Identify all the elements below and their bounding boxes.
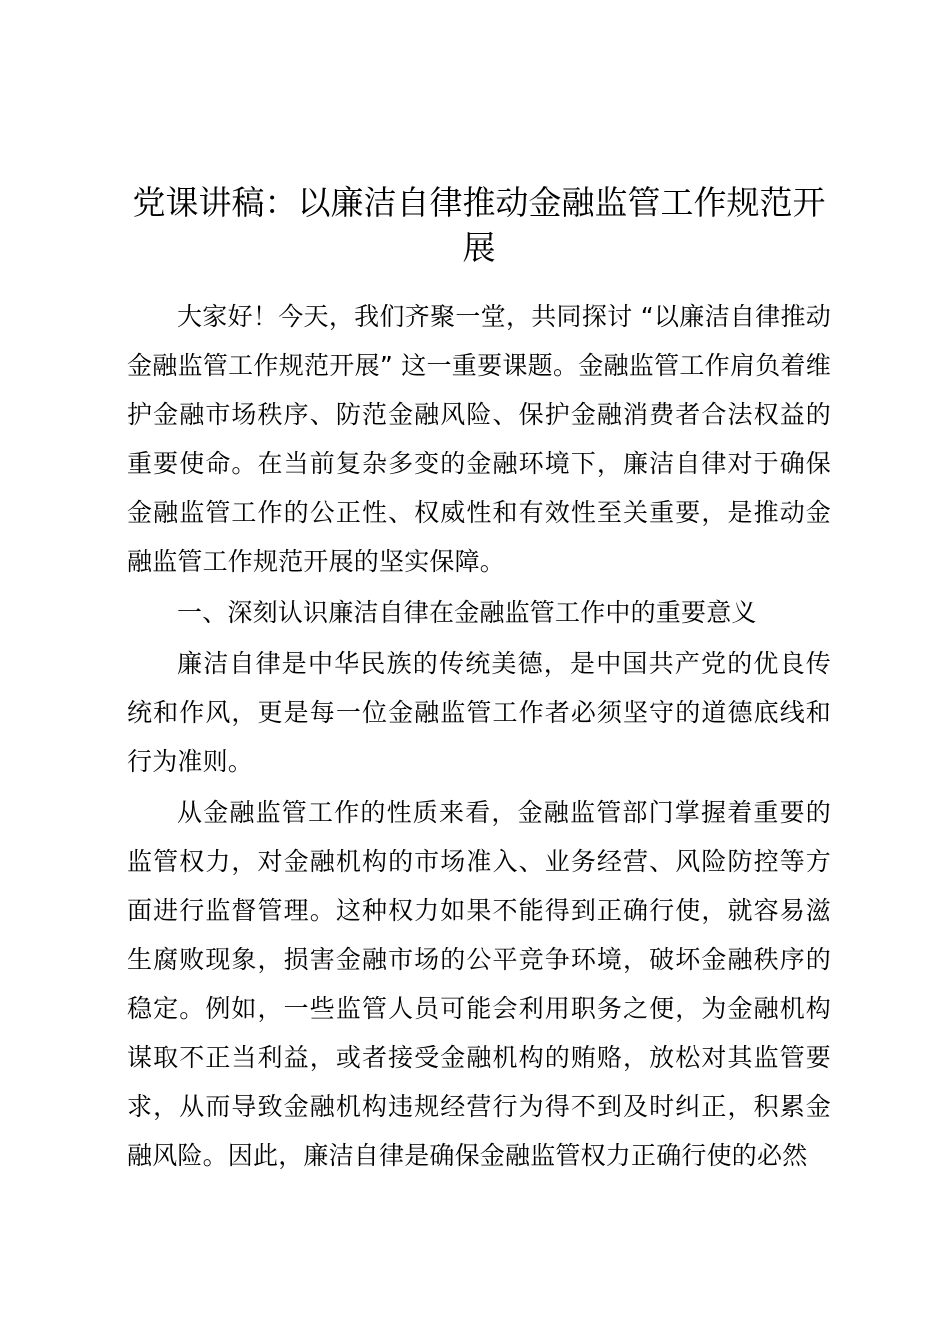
intro-paragraph: 大家好！今天，我们齐聚一堂，共同探讨 “以廉洁自律推动金融监管工作规范开展” 这一重要课题。金融监管工作肩负着维护金融市场秩序、防范金融风险、保护金融消费者合法权益的重要使命。在当前复杂多变的金融环境下，廉洁自律对于确保金融监管工作的公正性、权威性和有效性至关重要，是推动金融监管工作规范开展的坚实保障。 bbox=[127, 302, 831, 576]
body-paragraph: 从金融监管工作的性质来看，金融监管部门掌握着重要的监管权力，对金融机构的市场准入、业务经营、风险防控等方面进行监督管理。这种权力如果不能得到正确行使，就容易滋生腐败现象，损害金融市场的公平竞争环境，破坏金融秩序的稳定。例如，一些监管人员可能会利用职务之便，为金融机构谋取不正当利益，或者接受金融机构的贿赂，放松对其监管要求，从而导致金融机构违规经营行为得不到及时纠正，积累金融风险。因此，廉洁自律是确保金融监管权力正确行使的必然 bbox=[127, 798, 831, 1170]
section-heading: 一、深刻认识廉洁自律在金融监管工作中的重要意义 bbox=[177, 598, 757, 627]
body-paragraph: 廉洁自律是中华民族的传统美德，是中国共产党的优良传统和作风，更是每一位金融监管工作者必须坚守的道德底线和行为准则。 bbox=[127, 649, 831, 776]
document-body bbox=[127, 180, 831, 1180]
document-title: 党课讲稿：以廉洁自律推动金融监管工作规范开展 bbox=[132, 183, 826, 267]
